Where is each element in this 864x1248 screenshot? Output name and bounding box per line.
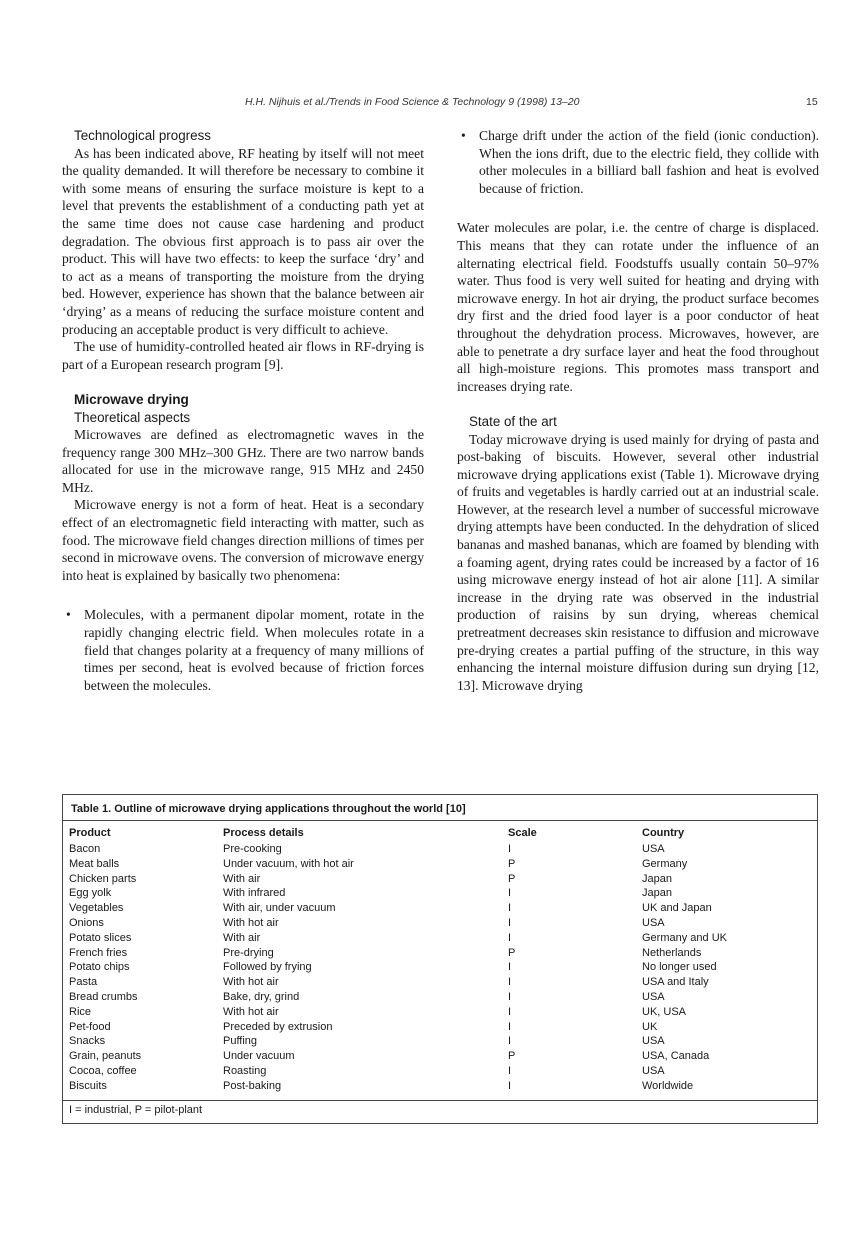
cell-country: USA, Canada — [642, 1050, 710, 1063]
cell-scale: I — [508, 961, 512, 974]
bullet-icon: • — [66, 607, 71, 623]
cell-process-details: With air — [223, 931, 261, 944]
cell-country: USA — [642, 991, 665, 1003]
paragraph: Microwave energy is not a form of heat. Heat is a secondary effect of an electromagnetic field interacting with matter, such as food. The microwave field changes direction millions of times per second in microwave ovens. The conversion of microwave energy into heat is explained by basically two phenomena: — [62, 497, 424, 583]
cell-process-details: Followed by frying — [223, 961, 312, 974]
cell-process-details: Puffing — [223, 1035, 258, 1048]
cell-country: Germany and UK — [642, 931, 727, 944]
cell-scale: I — [508, 887, 512, 900]
table-row — [69, 916, 809, 931]
cell-country: UK and Japan — [642, 902, 712, 915]
cell-country: USA — [642, 917, 665, 929]
cell-product: Rice — [69, 1005, 92, 1018]
cell-country: No longer used — [642, 961, 717, 974]
cell-product: Onions — [69, 917, 104, 929]
cell-process-details: With hot air — [223, 976, 279, 989]
cell-scale: I — [508, 902, 512, 915]
cell-scale: I — [508, 1020, 512, 1033]
cell-product: Biscuits — [69, 1079, 107, 1092]
cell-process-details: Preceded by extrusion — [223, 1020, 333, 1033]
right-column — [457, 127, 819, 694]
cell-process-details: With hot air — [223, 1005, 279, 1018]
table-row — [69, 857, 809, 872]
cell-country: UK, USA — [642, 1005, 687, 1018]
cell-product: Chicken parts — [69, 872, 137, 885]
cell-process-details: With infrared — [223, 887, 286, 900]
paragraph: Water molecules are polar, i.e. the centre of charge is displaced. This means that they can rotate under the influence of an alternating electrical field. Foodstuffs usually contain 50–97% water. Thus food is very well suited for heating and drying with microwave energy. In hot air drying, the product surface becomes dry first and the dried food layer is a poor conductor of heat throughout the dehydration process. Microwaves, however, are able to penetrate a dry surface layer and heat the food throughout all high-moisture regions. This promotes mass transport and increases drying rate. — [457, 220, 819, 394]
cell-process-details: Pre-cooking — [223, 843, 282, 855]
table-divider — [63, 820, 817, 821]
cell-country: USA — [642, 843, 665, 855]
table-row — [69, 975, 809, 990]
cell-process-details: With air, under vacuum — [223, 902, 336, 915]
column-header-scale: Scale — [508, 827, 537, 839]
table-microwave-applications — [62, 794, 818, 1124]
cell-scale: I — [508, 991, 512, 1003]
paragraph: Today microwave drying is used mainly for drying of pasta and post-baking of biscuits. However, several other industrial microwave drying applications exist (Table 1). Microwave drying of fruits and vegetables is hardly carried out at an industrial scale. However, at the research level a number of successful microwave drying attempts have been conducted. In the dehydration of sliced bananas and mashed bananas, which are foamed by blending with a foaming agent, drying rates could be increased by a factor of 16 using microwave energy instead of hot air alone [11]. A similar increase in the drying rate was observed in the industrial production of raisins by sun drying, whereas chemical pretreatment decreases skin resistance to diffusion and microwave pre-drying creates a partial puffing of the structure, in this way enhancing the internal moisture diffusion during sun drying [12, 13]. Microwave drying — [457, 431, 819, 693]
cell-product: Bacon — [69, 843, 101, 855]
cell-country: USA — [642, 1035, 665, 1048]
cell-process-details: With hot air — [223, 917, 279, 929]
table-row — [69, 960, 809, 975]
running-header — [0, 96, 864, 112]
subheading-state-of-the-art: State of the art — [469, 413, 557, 429]
column-header-process-details: Process details — [223, 827, 304, 839]
paragraph: As has been indicated above, RF heating by itself will not meet the quality demanded. It will therefore be necessary to combine it with some means of ensuring the surface moisture is kept to a level that prevents the establishment of a conducting path yet at the same time does not cause case hardening and product degradation. The obvious first approach is to pass air over the product. This will have two effects: to keep the surface ‘dry’ and to act as a means of transporting the moisture from the drying bed. However, experience has shown that the balance between air ‘drying’ as a means of reducing the surface moisture content and producing an acceptable product is very difficult to achieve. — [62, 145, 424, 337]
cell-product: Potato chips — [69, 961, 130, 974]
subheading-theoretical-aspects: Theoretical aspects — [74, 409, 191, 425]
cell-product: Snacks — [69, 1035, 106, 1048]
cell-scale: I — [508, 1065, 512, 1077]
cell-country: Japan — [642, 887, 672, 900]
bullet-item — [457, 127, 819, 197]
cell-scale: I — [508, 976, 512, 989]
cell-country: USA — [642, 1065, 665, 1077]
table-row — [69, 1005, 809, 1020]
cell-product: Pasta — [69, 976, 98, 989]
cell-product: French fries — [69, 946, 128, 959]
cell-product: Egg yolk — [69, 887, 112, 900]
table-row — [69, 901, 809, 916]
left-column — [62, 127, 424, 694]
table-header-row — [69, 826, 809, 841]
cell-scale: I — [508, 1005, 512, 1018]
bullet-icon: • — [461, 128, 466, 143]
cell-country: USA and Italy — [642, 976, 709, 989]
bullet-item — [62, 606, 424, 694]
cell-scale: P — [508, 872, 516, 885]
table-row — [69, 946, 809, 961]
cell-scale: I — [508, 931, 512, 944]
column-header-product: Product — [69, 827, 111, 839]
cell-product: Bread crumbs — [69, 991, 138, 1003]
cell-process-details: Bake, dry, grind — [223, 991, 300, 1003]
cell-product: Grain, peanuts — [69, 1050, 142, 1063]
section-heading-microwave-drying: Microwave drying — [74, 391, 189, 407]
cell-product: Meat balls — [69, 857, 120, 870]
page-number: 15 — [806, 96, 818, 108]
table-row — [69, 842, 809, 857]
bullet-text: Charge drift under the action of the field (ionic conduction). When the ions drift, due to the electric field, they collide with other molecules in a billiard ball fashion and heat is evolved because of friction. — [479, 128, 819, 196]
table-row — [69, 1049, 809, 1064]
bullet-list — [62, 606, 424, 694]
column-header-country: Country — [642, 827, 685, 839]
subheading-technological-progress: Technological progress — [74, 128, 211, 143]
table-divider — [63, 1100, 817, 1101]
cell-process-details: Roasting — [223, 1065, 267, 1077]
cell-country: UK — [642, 1020, 658, 1033]
bullet-text: Molecules, with a permanent dipolar moment, rotate in the rapidly changing electric field. When molecules rotate in a field that changes polarity at a frequency of many millions of times per second, heat is evolved because of friction forces between the molecules. — [84, 607, 424, 693]
cell-scale: P — [508, 946, 516, 959]
cell-product: Pet-food — [69, 1020, 111, 1033]
cell-scale: P — [508, 857, 516, 870]
cell-country: Netherlands — [642, 946, 702, 959]
cell-product: Potato slices — [69, 931, 132, 944]
table-row — [69, 1034, 809, 1049]
bullet-list — [457, 127, 819, 197]
cell-scale: I — [508, 917, 512, 929]
cell-country: Germany — [642, 857, 688, 870]
table-footnote: I = industrial, P = pilot-plant — [69, 1104, 203, 1116]
paragraph: Microwaves are defined as electromagnetic waves in the frequency range 300 MHz–300 GHz. There are two narrow bands allocated for use in the microwave range, 915 MHz and 2450 MHz. — [62, 427, 424, 495]
cell-process-details: Post-baking — [223, 1079, 282, 1092]
cell-scale: I — [508, 1079, 512, 1092]
table-row — [69, 1079, 809, 1094]
cell-scale: I — [508, 1035, 512, 1048]
running-head: H.H. Nijhuis et al./Trends in Food Science & Technology 9 (1998) 13–20 — [245, 96, 580, 108]
cell-process-details: Under vacuum — [223, 1050, 295, 1063]
cell-scale: P — [508, 1050, 516, 1063]
cell-product: Vegetables — [69, 902, 124, 915]
table-caption: Table 1. Outline of microwave drying applications throughout the world [10] — [71, 803, 466, 815]
table-row — [69, 886, 809, 901]
cell-scale: I — [508, 843, 512, 855]
cell-country: Japan — [642, 872, 672, 885]
paragraph: The use of humidity-controlled heated air flows in RF-drying is part of a European research program [9]. — [62, 339, 424, 372]
table-row — [69, 872, 809, 887]
table-row — [69, 1020, 809, 1035]
cell-country: Worldwide — [642, 1079, 694, 1092]
cell-product: Cocoa, coffee — [69, 1065, 137, 1077]
table-row — [69, 931, 809, 946]
table-row — [69, 1064, 809, 1079]
table-row — [69, 990, 809, 1005]
cell-process-details: With air — [223, 872, 261, 885]
cell-process-details: Pre-drying — [223, 946, 274, 959]
cell-process-details: Under vacuum, with hot air — [223, 857, 354, 870]
